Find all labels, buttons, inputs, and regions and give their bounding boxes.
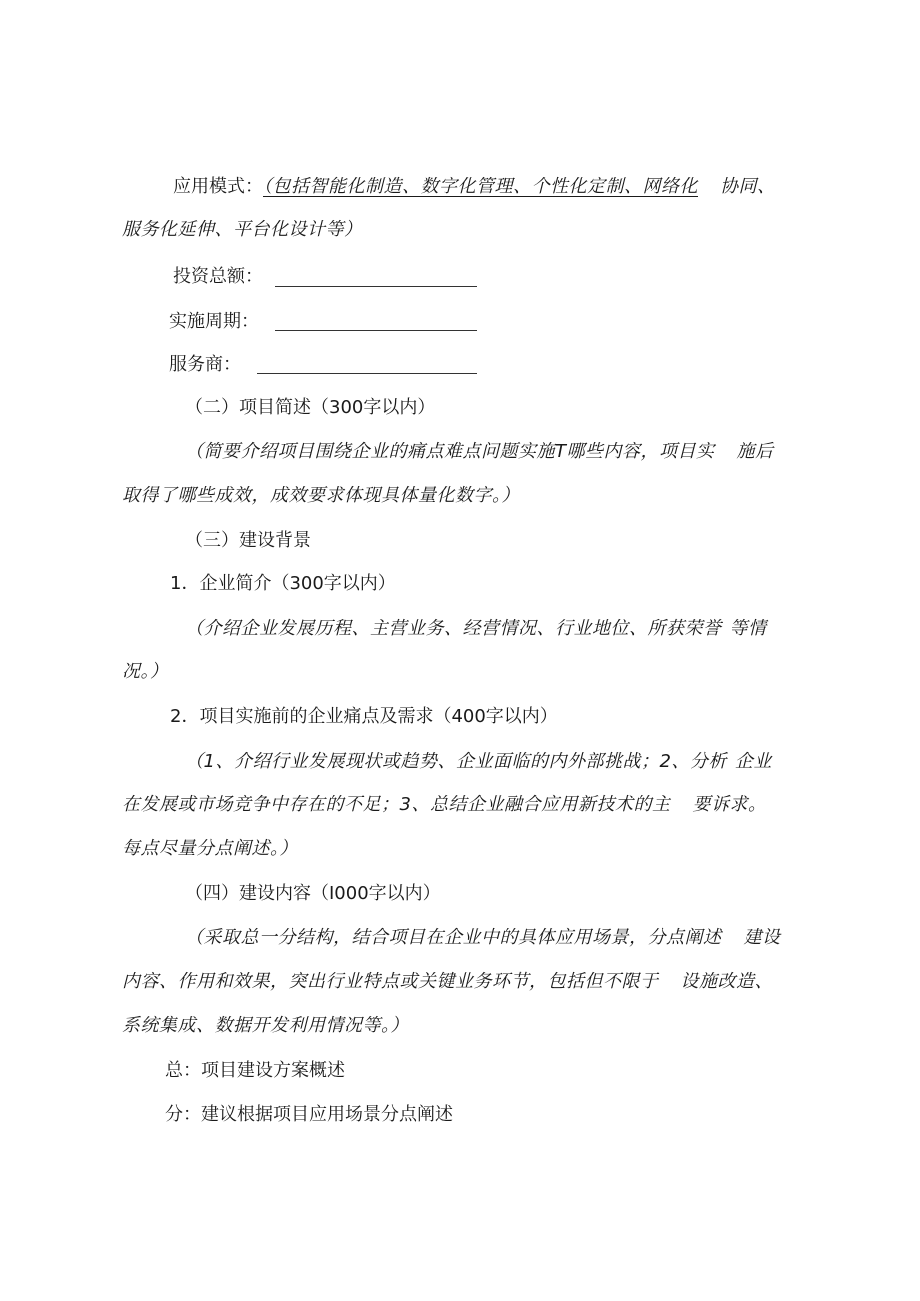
application-mode-line [173, 175, 776, 199]
application-mode-options: （包括智能化制造、数字化管理、个性化定制、网络化 [263, 176, 698, 197]
section2-hint-line2: 取得了哪些成效，成效要求体现具体量化数字。） [122, 485, 520, 506]
period-blank [275, 330, 477, 331]
section2-title: （二）项目简述（300字以内） [185, 397, 436, 418]
section3-item2-hint-line2: 在发展或市场竞争中存在的不足；3、总结企业融合应用新技术的主 要诉求。 [122, 794, 767, 815]
section4-title: （四）建设内容（I000字以内） [185, 883, 441, 904]
section3-item1-hint-line1: （介绍企业发展历程、主营业务、经营情况、行业地位、所获荣誉 等情 [185, 618, 767, 639]
section4-sub-line: 分：建议根据项目应用场景分点阐述 [165, 1104, 453, 1125]
section4-total-line: 总：项目建设方案概述 [165, 1060, 345, 1081]
section4-hint-line3: 系统集成、数据开发利用情况等。） [122, 1015, 409, 1036]
period-label: 实施周期： [169, 311, 259, 332]
investment-label: 投资总额： [173, 266, 263, 287]
section2-hint-line1: （简要介绍项目围绕企业的痛点难点问题实施T哪些内容，项目实 施后 [185, 441, 774, 462]
section3-title: （三）建设背景 [185, 530, 311, 551]
application-mode-line2: 服务化延伸、平台化设计等） [122, 219, 363, 240]
section3-item2-hint-line1: （1、介绍行业发展现状或趋势、企业面临的内外部挑战；2、分析 企业 [185, 751, 772, 772]
provider-blank [257, 373, 477, 374]
section4-hint-line1: （采取总一分结构，结合项目在企业中的具体应用场景，分点阐述 建设 [185, 927, 781, 948]
section4-hint-line2: 内容、作用和效果，突出行业特点或关键业务环节，包括但不限于 设施改造、 [122, 971, 773, 992]
section3-item1-hint-line2: 况。） [122, 661, 169, 682]
section3-item1-title: 1．企业简介（300字以内） [170, 573, 396, 594]
application-mode-label: 应用模式： [173, 176, 263, 197]
application-mode-tail: 协同、 [720, 176, 776, 197]
provider-label: 服务商： [169, 354, 241, 375]
section3-item2-hint-line3: 每点尽量分点阐述。） [122, 838, 298, 859]
section3-item2-title: 2．项目实施前的企业痛点及需求（400字以内） [170, 706, 558, 727]
investment-blank [275, 286, 477, 287]
